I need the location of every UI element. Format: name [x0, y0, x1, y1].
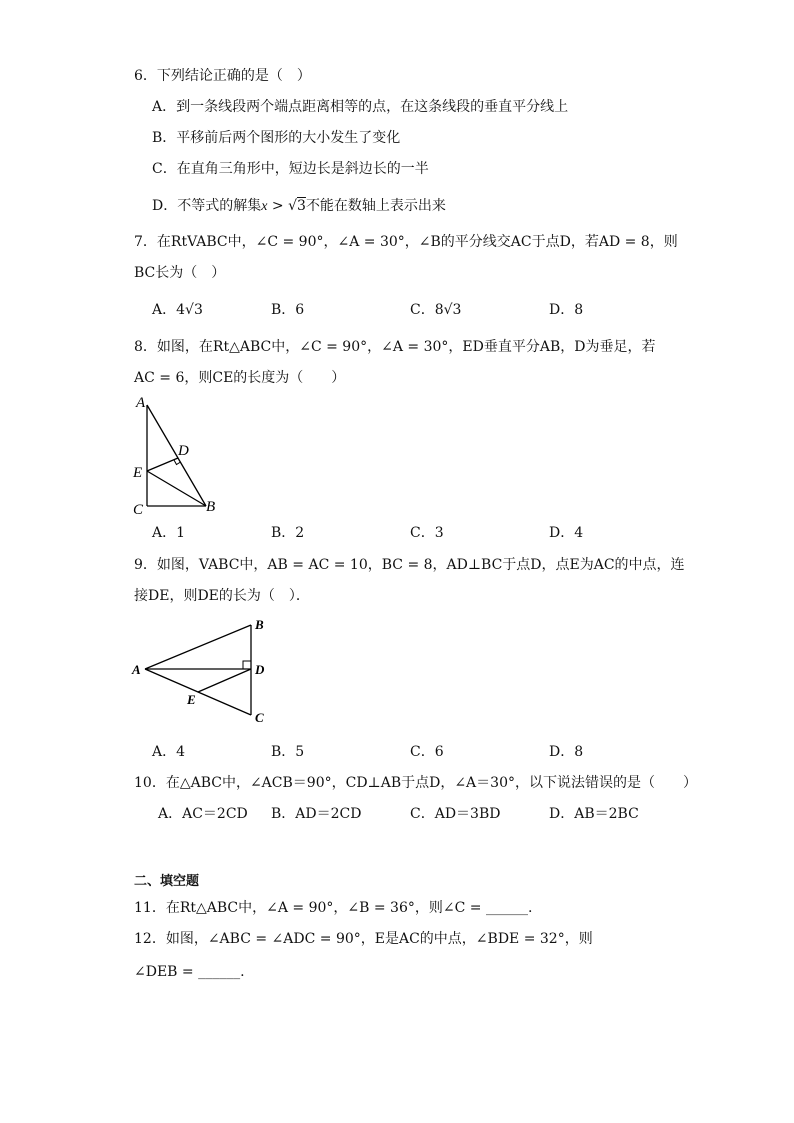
q10-option-b: B．AD＝2CD: [271, 806, 362, 822]
q6-option-c: C．在直角三角形中，短边长是斜边长的一半: [152, 161, 429, 177]
q11-stem: 11．在Rt△ABC中，∠A = 90°，∠B = 36°，则∠C = ______.: [134, 900, 533, 916]
q8-label-d: D: [178, 443, 189, 459]
q10-option-c: C．AD＝3BD: [410, 806, 501, 822]
q6-d-post: 不能在数轴上表示出来: [305, 198, 446, 214]
q7-stem-line1: 7．在RtVABC中，∠C = 90°，∠A = 30°，∠B的平分线交AC于点D，若AD = 8，则: [134, 234, 678, 250]
q9-option-c: C．6: [410, 744, 444, 760]
q8-option-b: B．2: [271, 525, 305, 541]
q9-label-a: A: [132, 662, 141, 677]
q9-stem-line2: 接DE，则DE的长为（ ）．: [134, 588, 310, 604]
q6-d-gt: >: [267, 198, 289, 214]
q9-triangle-figure: [128, 614, 278, 726]
q12-stem-line1: 12．如图，∠ABC = ∠ADC = 90°，E是AC的中点，∠BDE = 32°，则: [134, 931, 593, 947]
q9-label-c: C: [255, 710, 264, 725]
q6-d-x: x: [261, 199, 268, 214]
q6-option-a: A．到一条线段两个端点距离相等的点，在这条线段的垂直平分线上: [152, 99, 569, 115]
q9-label-b: B: [255, 617, 264, 632]
q6-d-pre: D．不等式的解集: [152, 198, 262, 214]
q8-label-e: E: [133, 465, 143, 481]
q10-option-a: A．AC＝2CD: [158, 806, 248, 822]
q8-option-a: A．1: [152, 525, 186, 541]
q8-option-d: D．4: [549, 525, 584, 541]
q7-option-c: C．8√3: [410, 302, 462, 318]
q8-option-c: C．3: [410, 525, 444, 541]
q7-option-b: B．6: [271, 302, 305, 318]
q9-stem-line1: 9．如图，VABC中，AB = AC = 10，BC = 8，AD⊥BC于点D，点E为AC的中点，连: [134, 557, 685, 573]
section-title: 二、填空题: [134, 874, 200, 889]
q9-option-b: B．5: [271, 744, 305, 760]
sqrt-symbol: √: [288, 198, 298, 214]
q9-option-d: D．8: [549, 744, 584, 760]
q8-label-b: B: [206, 499, 216, 515]
q6-stem: 6．下列结论正确的是（ ）: [134, 68, 311, 84]
q10-option-d: D．AB＝2BC: [549, 806, 639, 822]
q8-label-c: C: [133, 502, 144, 517]
q9-label-d: D: [255, 662, 265, 677]
q8-triangle-figure: [128, 392, 228, 517]
q9-option-a: A．4: [152, 744, 186, 760]
q8-stem-line2: AC = 6，则CE的长度为（ ）: [134, 370, 346, 386]
q12-stem-line2: ∠DEB = ______.: [134, 964, 245, 980]
q9-label-e: E: [187, 692, 196, 707]
q8-label-a: A: [136, 395, 146, 411]
q10-stem: 10．在△ABC中，∠ACB＝90°，CD⊥AB于点D，∠A＝30°，以下说法错误的是（ ）: [134, 775, 697, 791]
q6-option-d: [152, 196, 446, 217]
q7-option-a: A．4√3: [152, 302, 203, 318]
q7-option-d: D．8: [549, 302, 584, 318]
q7-stem-line2: BC长为（ ）: [134, 265, 226, 281]
q8-stem-line1: 8．如图，在Rt△ABC中，∠C = 90°，∠A = 30°，ED垂直平分AB，D为垂足，若: [134, 339, 656, 355]
q6-d-radicand: 3: [297, 198, 306, 214]
q6-option-b: B．平移前后两个图形的大小发生了变化: [152, 130, 401, 146]
